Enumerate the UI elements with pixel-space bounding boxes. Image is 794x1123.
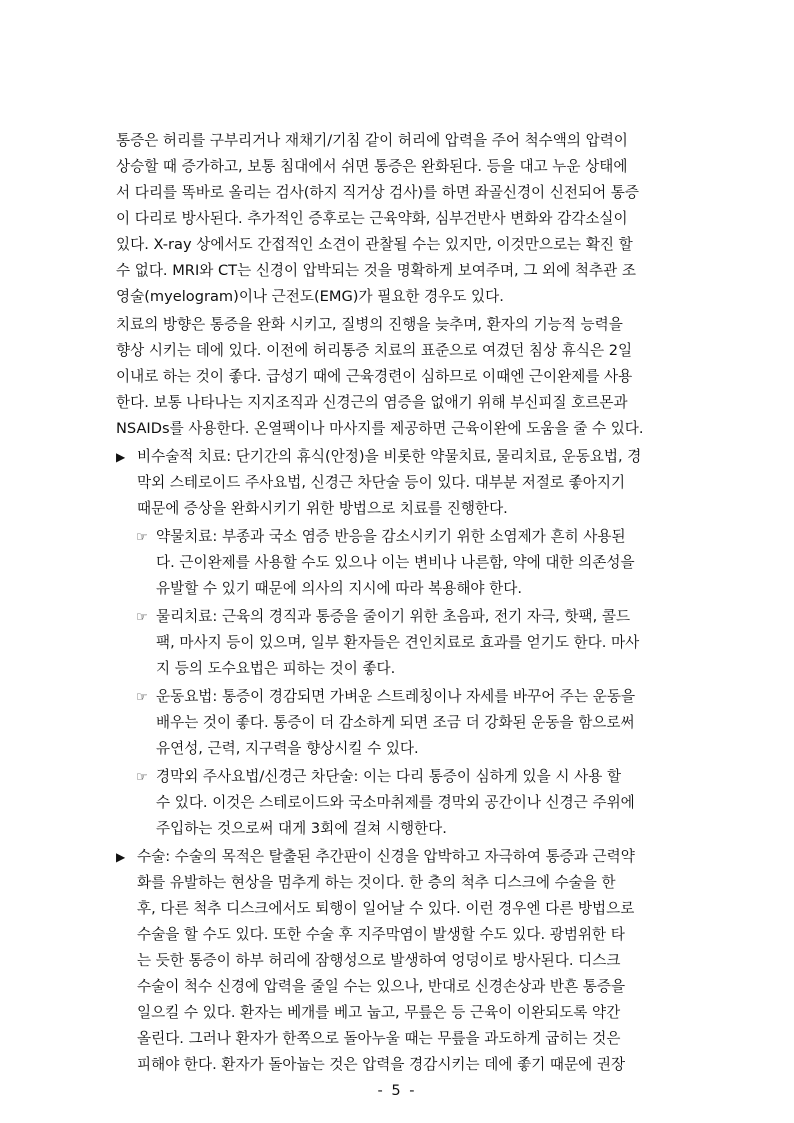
black-right-triangle-icon: ▶ (116, 450, 126, 464)
text-line: 수 있다. 이것은 스테로이드와 국소마취제를 경막외 공간이나 신경근 주위에 (156, 794, 635, 811)
text-line: 수술이 척수 신경에 압력을 줄일 수는 있으나, 반대로 신경손상과 반흔 통증을 (137, 978, 626, 995)
pointing-hand-icon: ☞ (136, 770, 148, 785)
text-line: 경막외 주사요법/신경근 차단술: 이는 다리 통증이 심하게 있을 시 사용 할 (156, 768, 622, 785)
pointing-hand-icon: ☞ (136, 530, 148, 545)
text-line: 일으킬 수 있다. 환자는 베개를 베고 눕고, 무릎은 등 근육이 이완되도록 약간 (137, 1004, 621, 1021)
text-line: 수술: 수술의 목적은 탈출된 추간판이 신경을 압박하고 자극하여 통증과 근력약 (137, 848, 635, 865)
text-line: 치료의 방향은 통증을 완화 시키고, 질병의 진행을 늦추며, 환자의 기능적 능력을 (116, 316, 623, 333)
text-line: 지 등의 도수요법은 피하는 것이 좋다. (156, 660, 396, 677)
text-line: 유발할 수 있기 때문에 의사의 지시에 따라 복용해야 한다. (156, 580, 522, 597)
sub-bullet-line (136, 604, 680, 630)
text-line: 이내로 하는 것이 좋다. 급성기 때에 근육경련이 심하므로 이때엔 근이완제를 사용 (116, 368, 633, 385)
text-line: 는 듯한 통증이 하부 허리에 잠행성으로 발생하여 엉덩이로 방사된다. 디스크 (137, 952, 621, 969)
text-line: 수술을 할 수도 있다. 또한 수술 후 지주막염이 발생할 수도 있다. 광범위한 타 (137, 926, 625, 943)
sub-bullet-line (136, 524, 680, 550)
page-number: - 5 - (377, 1082, 417, 1099)
text-line: 수 없다. MRI와 CT는 신경이 압박되는 것을 명확하게 보여주며, 그 외에 척추관 조 (116, 262, 636, 279)
black-right-triangle-icon: ▶ (116, 850, 126, 864)
pointing-hand-icon: ☞ (136, 690, 148, 705)
text-line: 서 다리를 똑바로 올리는 검사(하지 직거상 검사)를 하면 좌골신경이 신전되어 통증 (116, 184, 639, 201)
text-line: 화를 유발하는 현상을 멈추게 하는 것이다. 한 층의 척추 디스크에 수술을 한 (137, 874, 616, 891)
text-line: 다. 근이완제를 사용할 수도 있으나 이는 변비나 나른함, 약에 대한 의존성을 (156, 554, 635, 571)
text-line: 운동요법: 통증이 경감되면 가벼운 스트레칭이나 자세를 바꾸어 주는 운동을 (156, 688, 636, 705)
sub-bullet-line (136, 764, 680, 790)
text-line: 향상 시키는 데에 있다. 이전에 허리통증 치료의 표준으로 여겼던 침상 휴식은 2일 (116, 342, 633, 359)
text-line: 한다. 보통 나타나는 지지조직과 신경근의 염증을 없애기 위해 부신피질 호르몬과 (116, 394, 628, 411)
text-line: 통증은 허리를 구부리거나 재채기/기침 같이 허리에 압력을 주어 척수액의 압력이 (116, 132, 628, 149)
text-line: 물리치료: 근육의 경직과 통증을 줄이기 위한 초음파, 전기 자극, 핫팩, 콜드 (156, 608, 631, 625)
sub-bullet-line (136, 684, 680, 710)
text-line: 약물치료: 부종과 국소 염증 반응을 감소시키기 위한 소염제가 흔히 사용된 (156, 528, 626, 545)
text-line: 주입하는 것으로써 대게 3회에 걸쳐 시행한다. (156, 820, 447, 837)
text-line: 비수술적 치료: 단기간의 휴식(안정)을 비롯한 약물치료, 물리치료, 운동요법, 경 (137, 448, 642, 465)
text-line: 상승할 때 증가하고, 보통 침대에서 쉬면 통증은 완화된다. 등을 대고 누운 상태에 (116, 158, 628, 175)
text-line: 팩, 마사지 등이 있으며, 일부 환자들은 견인치료로 효과를 얻기도 한다. 마사 (156, 634, 640, 651)
text-line: 유연성, 근력, 지구력을 향상시킬 수 있다. (156, 740, 419, 757)
pointing-hand-icon: ☞ (136, 610, 148, 625)
bullet-line (116, 444, 680, 470)
text-line: 올린다. 그러나 환자가 한쪽으로 돌아누울 때는 무릎을 과도하게 굽히는 것은 (137, 1030, 621, 1047)
text-line: 피해야 한다. 환자가 돌아눕는 것은 압력을 경감시키는 데에 좋기 때문에 권장 (137, 1056, 626, 1073)
text-line: 막외 스테로이드 주사요법, 신경근 차단술 등이 있다. 대부분 저절로 좋아지기 (137, 474, 626, 491)
text-line: 이 다리로 방사된다. 추가적인 증후로는 근육약화, 심부건반사 변화와 감각소실이 (116, 210, 628, 227)
text-line: 후, 다른 척추 디스크에서도 퇴행이 일어날 수 있다. 이런 경우엔 다른 방법으로 (137, 900, 635, 917)
bullet-line (116, 844, 680, 870)
text-line: 영술(myelogram)이나 근전도(EMG)가 필요한 경우도 있다. (116, 288, 504, 305)
text-line: 배우는 것이 좋다. 통증이 더 감소하게 되면 조금 더 강화된 운동을 함으로써 (156, 714, 635, 731)
text-line: 있다. X-ray 상에서도 간접적인 소견이 관찰될 수는 있지만, 이것만으로는 확진 할 (116, 236, 633, 253)
text-line: 때문에 증상을 완화시키기 위한 방법으로 치료를 진행한다. (137, 500, 508, 517)
text-line: NSAIDs를 사용한다. 온열팩이나 마사지를 제공하면 근육이완에 도움을 줄 수 있다. (116, 420, 644, 437)
